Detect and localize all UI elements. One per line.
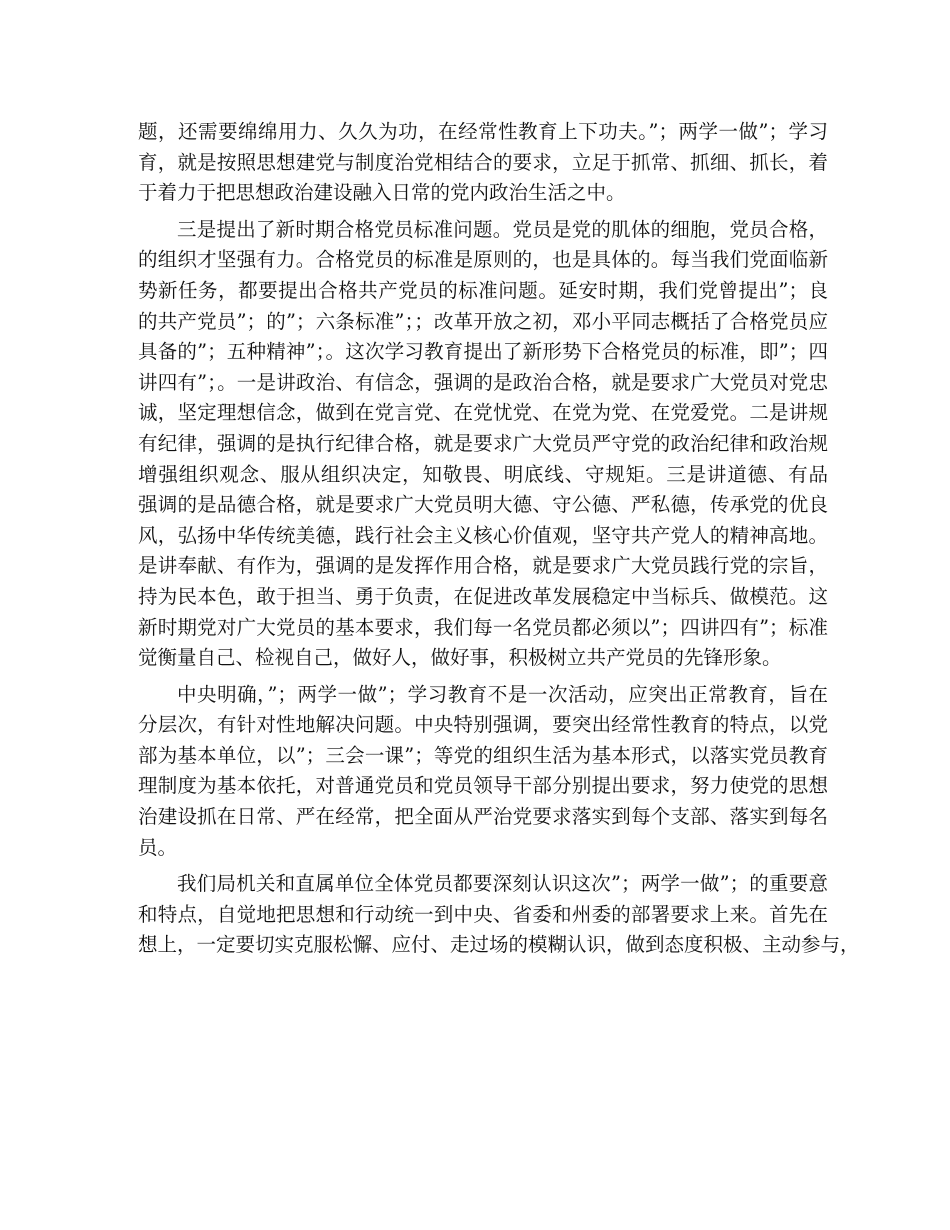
text-line: 员。 [138, 835, 178, 859]
text-line: 三是提出了新时期合格党员标准问题。党员是党的肌体的细胞，党员合格， [177, 217, 828, 241]
text-line: 和特点，自觉地把思想和行动统一到中央、省委和州委的部署要求上来。首先在 [138, 902, 828, 926]
text-line: 分层次，有针对性地解决问题。中央特别强调，要突出经常性教育的特点，以党 [138, 713, 828, 737]
paragraph [138, 869, 860, 961]
text-line: 于着力于把思想政治建设融入日常的党内政治生活之中。 [138, 181, 626, 205]
text-line: 想上，一定要切实克服松懈、应付、走过场的模糊认识，做到态度积极、主动参与， [138, 933, 860, 957]
paragraph [138, 680, 828, 864]
text-line: 的共产党员”；的”；六条标准”；；改革开放之初，邓小平同志概括了合格党员应 [138, 309, 828, 333]
text-line: 的组织才坚强有力。合格党员的标准是原则的，也是具体的。每当我们党面临新 [138, 248, 828, 272]
text-line: 强调的是品德合格，就是要求广大党员明大德、守公德、严私德，传承党的优良 [138, 493, 828, 517]
text-line: 部为基本单位，以”；三会一课”；等党的组织生活为基本形式，以落实党员教育 [138, 743, 828, 767]
text-line: 中央明确，”；两学一做”；学习教育不是一次活动，应突出正常教育，旨在 [177, 682, 828, 706]
paragraph [138, 215, 828, 674]
document-body [138, 117, 860, 961]
paragraph [138, 117, 828, 209]
text-line: 风，弘扬中华传统美德，践行社会主义核心价值观，坚守共产党人的精神高地。 [138, 523, 828, 547]
text-line: 理制度为基本依托，对普通党员和党员领导干部分别提出要求，努力使党的思想 [138, 774, 828, 798]
text-line: 是讲奉献、有作为，强调的是发挥作用合格，就是要求广大党员践行党的宗旨， [138, 554, 828, 578]
text-line: 增强组织观念、服从组织决定，知敬畏、明底线、守规矩。三是讲道德、有品 [138, 462, 828, 486]
text-line: 具备的”；五种精神”；。这次学习教育提出了新形势下合格党员的标准，即”；四 [138, 340, 828, 364]
text-line: 讲四有”；。一是讲政治、有信念，强调的是政治合格，就是要求广大党员对党忠 [138, 370, 828, 394]
text-line: 新时期党对广大党员的基本要求，我们每一名党员都必须以”；四讲四有”；标准 [138, 615, 828, 639]
text-line: 诚，坚定理想信念，做到在党言党、在党忧党、在党为党、在党爱党。二是讲规 [138, 401, 828, 425]
text-line: 治建设抓在日常、严在经常，把全面从严治党要求落实到每个支部、落实到每名 [138, 805, 828, 829]
text-line: 势新任务，都要提出合格共产党员的标准问题。延安时期，我们党曾提出”；良 [138, 278, 828, 302]
text-line: 持为民本色，敢于担当、勇于负责，在促进改革发展稳定中当标兵、做模范。这 [138, 584, 828, 608]
text-line: 题，还需要绵绵用力、久久为功，在经常性教育上下功夫。”；两学一做”；学习 [138, 120, 828, 143]
text-line: 育，就是按照思想建党与制度治党相结合的要求，立足于抓常、抓细、抓长，着 [138, 150, 828, 174]
text-line: 我们局机关和直属单位全体党员都要深刻认识这次”；两学一做”；的重要意 [177, 872, 828, 896]
text-line: 觉衡量自己、检视自己，做好人，做好事，积极树立共产党员的先锋形象。 [138, 646, 782, 670]
text-line: 有纪律，强调的是执行纪律合格，就是要求广大党员严守党的政治纪律和政治规 [138, 431, 828, 455]
